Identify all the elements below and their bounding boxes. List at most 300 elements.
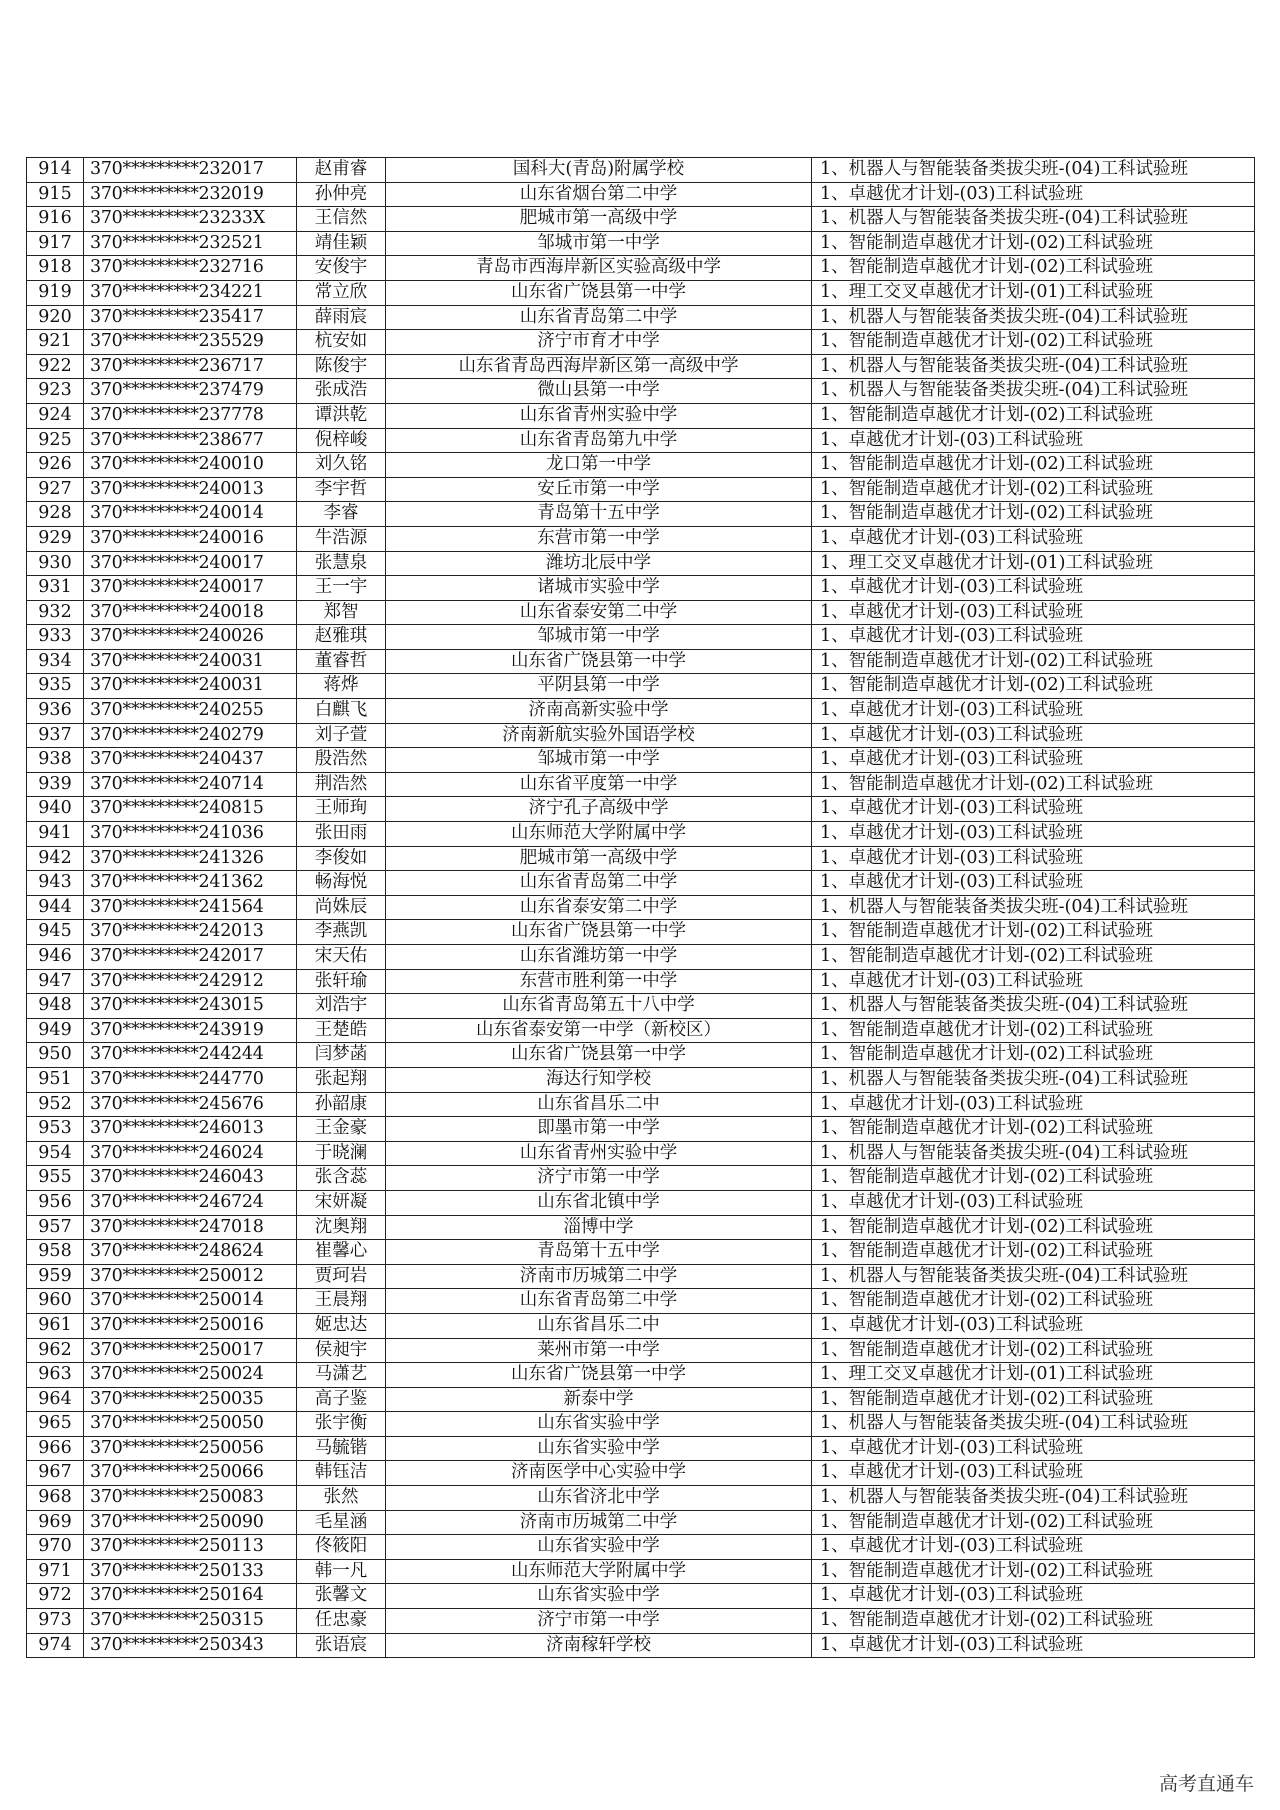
admitted-program-cell: 1、智能制造卓越优才计划-(02)工科试验班 — [812, 1117, 1255, 1142]
admitted-program-cell: 1、智能制造卓越优才计划-(02)工科试验班 — [812, 1166, 1255, 1191]
row-number-cell: 963 — [27, 1363, 84, 1388]
student-name-cell: 靖佳颖 — [297, 231, 386, 256]
id-number-cell: 370*********242912 — [84, 969, 297, 994]
table-row — [27, 182, 1255, 207]
table-row — [27, 1043, 1255, 1068]
table-row — [27, 453, 1255, 478]
school-name-cell: 济宁市育才中学 — [386, 330, 812, 355]
student-name-cell: 张轩瑜 — [297, 969, 386, 994]
row-number-cell: 944 — [27, 895, 84, 920]
id-number-cell: 370*********234221 — [84, 280, 297, 305]
school-name-cell: 济宁市第一中学 — [386, 1166, 812, 1191]
school-name-cell: 济南市历城第二中学 — [386, 1264, 812, 1289]
admitted-program-cell: 1、智能制造卓越优才计划-(02)工科试验班 — [812, 1289, 1255, 1314]
row-number-cell: 951 — [27, 1067, 84, 1092]
student-name-cell: 任忠豪 — [297, 1609, 386, 1634]
id-number-cell: 370*********248624 — [84, 1240, 297, 1265]
table-row — [27, 1264, 1255, 1289]
watermark-text: 高考直通车 — [1158, 1773, 1254, 1795]
student-name-cell: 高子鉴 — [297, 1387, 386, 1412]
school-name-cell: 青岛第十五中学 — [386, 502, 812, 527]
table-row — [27, 797, 1255, 822]
admitted-program-cell: 1、机器人与智能装备类拔尖班-(04)工科试验班 — [812, 1141, 1255, 1166]
table-row — [27, 1559, 1255, 1584]
table-row — [27, 1240, 1255, 1265]
row-number-cell: 945 — [27, 920, 84, 945]
school-name-cell: 山东省广饶县第一中学 — [386, 1043, 812, 1068]
id-number-cell: 370*********240010 — [84, 453, 297, 478]
school-name-cell: 即墨市第一中学 — [386, 1117, 812, 1142]
admitted-program-cell: 1、卓越优才计划-(03)工科试验班 — [812, 625, 1255, 650]
table-row — [27, 871, 1255, 896]
id-number-cell: 370*********250083 — [84, 1486, 297, 1511]
id-number-cell: 370*********240815 — [84, 797, 297, 822]
row-number-cell: 938 — [27, 748, 84, 773]
row-number-cell: 930 — [27, 551, 84, 576]
school-name-cell: 山东省青岛第九中学 — [386, 428, 812, 453]
student-name-cell: 李睿 — [297, 502, 386, 527]
admitted-program-cell: 1、卓越优才计划-(03)工科试验班 — [812, 1535, 1255, 1560]
admitted-program-cell: 1、卓越优才计划-(03)工科试验班 — [812, 1436, 1255, 1461]
id-number-cell: 370*********232017 — [84, 158, 297, 183]
student-name-cell: 于晓澜 — [297, 1141, 386, 1166]
id-number-cell: 370*********242017 — [84, 945, 297, 970]
row-number-cell: 956 — [27, 1190, 84, 1215]
school-name-cell: 淄博中学 — [386, 1215, 812, 1240]
student-name-cell: 王师珣 — [297, 797, 386, 822]
table-row — [27, 1609, 1255, 1634]
student-name-cell: 赵甫睿 — [297, 158, 386, 183]
admitted-program-cell: 1、理工交叉卓越优才计划-(01)工科试验班 — [812, 1363, 1255, 1388]
school-name-cell: 青岛市西海岸新区实验高级中学 — [386, 256, 812, 281]
school-name-cell: 东营市胜利第一中学 — [386, 969, 812, 994]
id-number-cell: 370*********243015 — [84, 994, 297, 1019]
student-name-cell: 董睿哲 — [297, 649, 386, 674]
row-number-cell: 965 — [27, 1412, 84, 1437]
row-number-cell: 940 — [27, 797, 84, 822]
table-row — [27, 403, 1255, 428]
row-number-cell: 919 — [27, 280, 84, 305]
student-name-cell: 张成浩 — [297, 379, 386, 404]
table-row — [27, 600, 1255, 625]
admitted-program-cell: 1、机器人与智能装备类拔尖班-(04)工科试验班 — [812, 379, 1255, 404]
admitted-program-cell: 1、机器人与智能装备类拔尖班-(04)工科试验班 — [812, 354, 1255, 379]
admitted-program-cell: 1、机器人与智能装备类拔尖班-(04)工科试验班 — [812, 1067, 1255, 1092]
admitted-program-cell: 1、理工交叉卓越优才计划-(01)工科试验班 — [812, 280, 1255, 305]
row-number-cell: 943 — [27, 871, 84, 896]
student-name-cell: 牛浩源 — [297, 526, 386, 551]
school-name-cell: 济宁孔子高级中学 — [386, 797, 812, 822]
id-number-cell: 370*********250024 — [84, 1363, 297, 1388]
school-name-cell: 山东省青岛第五十八中学 — [386, 994, 812, 1019]
student-name-cell: 陈俊宇 — [297, 354, 386, 379]
student-name-cell: 张起翔 — [297, 1067, 386, 1092]
row-number-cell: 953 — [27, 1117, 84, 1142]
school-name-cell: 诸城市实验中学 — [386, 576, 812, 601]
table-row — [27, 1313, 1255, 1338]
table-row — [27, 551, 1255, 576]
student-name-cell: 郑智 — [297, 600, 386, 625]
row-number-cell: 920 — [27, 305, 84, 330]
school-name-cell: 东营市第一中学 — [386, 526, 812, 551]
school-name-cell: 山东省昌乐二中 — [386, 1092, 812, 1117]
id-number-cell: 370*********240014 — [84, 502, 297, 527]
row-number-cell: 923 — [27, 379, 84, 404]
id-number-cell: 370*********250035 — [84, 1387, 297, 1412]
row-number-cell: 933 — [27, 625, 84, 650]
id-number-cell: 370*********244244 — [84, 1043, 297, 1068]
admitted-program-cell: 1、智能制造卓越优才计划-(02)工科试验班 — [812, 1043, 1255, 1068]
admitted-program-cell: 1、卓越优才计划-(03)工科试验班 — [812, 1092, 1255, 1117]
school-name-cell: 山东省泰安第二中学 — [386, 895, 812, 920]
student-name-cell: 贾珂岩 — [297, 1264, 386, 1289]
admitted-program-cell: 1、卓越优才计划-(03)工科试验班 — [812, 699, 1255, 724]
row-number-cell: 929 — [27, 526, 84, 551]
id-number-cell: 370*********250343 — [84, 1633, 297, 1658]
id-number-cell: 370*********232521 — [84, 231, 297, 256]
id-number-cell: 370*********250014 — [84, 1289, 297, 1314]
admitted-program-cell: 1、机器人与智能装备类拔尖班-(04)工科试验班 — [812, 895, 1255, 920]
row-number-cell: 966 — [27, 1436, 84, 1461]
student-name-cell: 刘久铭 — [297, 453, 386, 478]
student-name-cell: 佟筱阳 — [297, 1535, 386, 1560]
id-number-cell: 370*********240031 — [84, 649, 297, 674]
admitted-program-cell: 1、卓越优才计划-(03)工科试验班 — [812, 1633, 1255, 1658]
school-name-cell: 山东省青岛第二中学 — [386, 305, 812, 330]
admitted-program-cell: 1、智能制造卓越优才计划-(02)工科试验班 — [812, 502, 1255, 527]
student-name-cell: 孙韶康 — [297, 1092, 386, 1117]
student-name-cell: 姬忠达 — [297, 1313, 386, 1338]
table-row — [27, 920, 1255, 945]
id-number-cell: 370*********240017 — [84, 576, 297, 601]
row-number-cell: 957 — [27, 1215, 84, 1240]
table-row — [27, 674, 1255, 699]
school-name-cell: 山东省青岛第二中学 — [386, 871, 812, 896]
student-name-cell: 张语宸 — [297, 1633, 386, 1658]
id-number-cell: 370*********244770 — [84, 1067, 297, 1092]
admitted-program-cell: 1、智能制造卓越优才计划-(02)工科试验班 — [812, 945, 1255, 970]
id-number-cell: 370*********240017 — [84, 551, 297, 576]
table-row — [27, 1633, 1255, 1658]
id-number-cell: 370*********241036 — [84, 822, 297, 847]
student-name-cell: 王晨翔 — [297, 1289, 386, 1314]
row-number-cell: 915 — [27, 182, 84, 207]
student-name-cell: 蒋烨 — [297, 674, 386, 699]
id-number-cell: 370*********245676 — [84, 1092, 297, 1117]
student-name-cell: 崔馨心 — [297, 1240, 386, 1265]
school-name-cell: 山东省泰安第二中学 — [386, 600, 812, 625]
id-number-cell: 370*********250113 — [84, 1535, 297, 1560]
row-number-cell: 958 — [27, 1240, 84, 1265]
student-name-cell: 尚姝辰 — [297, 895, 386, 920]
admitted-program-cell: 1、机器人与智能装备类拔尖班-(04)工科试验班 — [812, 994, 1255, 1019]
school-name-cell: 邹城市第一中学 — [386, 748, 812, 773]
admitted-program-cell: 1、卓越优才计划-(03)工科试验班 — [812, 428, 1255, 453]
row-number-cell: 922 — [27, 354, 84, 379]
student-name-cell: 杭安如 — [297, 330, 386, 355]
school-name-cell: 海达行知学校 — [386, 1067, 812, 1092]
admitted-program-cell: 1、智能制造卓越优才计划-(02)工科试验班 — [812, 477, 1255, 502]
table-row — [27, 526, 1255, 551]
student-name-cell: 马潇艺 — [297, 1363, 386, 1388]
id-number-cell: 370*********232716 — [84, 256, 297, 281]
table-row — [27, 231, 1255, 256]
admitted-program-cell: 1、理工交叉卓越优才计划-(01)工科试验班 — [812, 551, 1255, 576]
id-number-cell: 370*********250050 — [84, 1412, 297, 1437]
row-number-cell: 917 — [27, 231, 84, 256]
school-name-cell: 安丘市第一中学 — [386, 477, 812, 502]
admitted-program-cell: 1、卓越优才计划-(03)工科试验班 — [812, 526, 1255, 551]
row-number-cell: 932 — [27, 600, 84, 625]
admitted-program-cell: 1、卓越优才计划-(03)工科试验班 — [812, 846, 1255, 871]
school-name-cell: 山东省实验中学 — [386, 1584, 812, 1609]
table-row — [27, 379, 1255, 404]
row-number-cell: 964 — [27, 1387, 84, 1412]
row-number-cell: 926 — [27, 453, 84, 478]
school-name-cell: 济南稼轩学校 — [386, 1633, 812, 1658]
row-number-cell: 927 — [27, 477, 84, 502]
student-name-cell: 薛雨宸 — [297, 305, 386, 330]
school-name-cell: 山东省烟台第二中学 — [386, 182, 812, 207]
school-name-cell: 微山县第一中学 — [386, 379, 812, 404]
school-name-cell: 肥城市第一高级中学 — [386, 846, 812, 871]
id-number-cell: 370*********250090 — [84, 1510, 297, 1535]
student-name-cell: 张馨文 — [297, 1584, 386, 1609]
id-number-cell: 370*********240016 — [84, 526, 297, 551]
table-row — [27, 772, 1255, 797]
student-name-cell: 殷浩然 — [297, 748, 386, 773]
id-number-cell: 370*********250017 — [84, 1338, 297, 1363]
row-number-cell: 946 — [27, 945, 84, 970]
table-row — [27, 477, 1255, 502]
school-name-cell: 山东师范大学附属中学 — [386, 822, 812, 847]
admitted-program-cell: 1、卓越优才计划-(03)工科试验班 — [812, 600, 1255, 625]
school-name-cell: 山东省实验中学 — [386, 1535, 812, 1560]
school-name-cell: 济南医学中心实验中学 — [386, 1461, 812, 1486]
row-number-cell: 942 — [27, 846, 84, 871]
school-name-cell: 山东省广饶县第一中学 — [386, 649, 812, 674]
school-name-cell: 山东省广饶县第一中学 — [386, 1363, 812, 1388]
row-number-cell: 970 — [27, 1535, 84, 1560]
admitted-program-cell: 1、机器人与智能装备类拔尖班-(04)工科试验班 — [812, 207, 1255, 232]
student-name-cell: 沈奥翔 — [297, 1215, 386, 1240]
school-name-cell: 龙口第一中学 — [386, 453, 812, 478]
row-number-cell: 925 — [27, 428, 84, 453]
admitted-program-cell: 1、卓越优才计划-(03)工科试验班 — [812, 797, 1255, 822]
row-number-cell: 916 — [27, 207, 84, 232]
student-name-cell: 王一宇 — [297, 576, 386, 601]
student-name-cell: 张宇衡 — [297, 1412, 386, 1437]
id-number-cell: 370*********242013 — [84, 920, 297, 945]
student-name-cell: 李宇哲 — [297, 477, 386, 502]
student-name-cell: 王信然 — [297, 207, 386, 232]
row-number-cell: 962 — [27, 1338, 84, 1363]
school-name-cell: 新泰中学 — [386, 1387, 812, 1412]
school-name-cell: 山东省青岛西海岸新区第一高级中学 — [386, 354, 812, 379]
admitted-program-cell: 1、智能制造卓越优才计划-(02)工科试验班 — [812, 1387, 1255, 1412]
school-name-cell: 山东省广饶县第一中学 — [386, 280, 812, 305]
admitted-program-cell: 1、机器人与智能装备类拔尖班-(04)工科试验班 — [812, 158, 1255, 183]
id-number-cell: 370*********250016 — [84, 1313, 297, 1338]
student-name-cell: 李俊如 — [297, 846, 386, 871]
student-name-cell: 张慧泉 — [297, 551, 386, 576]
table-row — [27, 699, 1255, 724]
table-row — [27, 158, 1255, 183]
student-name-cell: 韩钰洁 — [297, 1461, 386, 1486]
table-row — [27, 207, 1255, 232]
table-row — [27, 1510, 1255, 1535]
admitted-program-cell: 1、机器人与智能装备类拔尖班-(04)工科试验班 — [812, 1486, 1255, 1511]
table-row — [27, 1584, 1255, 1609]
id-number-cell: 370*********238677 — [84, 428, 297, 453]
admitted-program-cell: 1、卓越优才计划-(03)工科试验班 — [812, 822, 1255, 847]
table-row — [27, 1289, 1255, 1314]
table-row — [27, 1117, 1255, 1142]
id-number-cell: 370*********246724 — [84, 1190, 297, 1215]
admitted-program-cell: 1、智能制造卓越优才计划-(02)工科试验班 — [812, 1018, 1255, 1043]
school-name-cell: 山东省青州实验中学 — [386, 1141, 812, 1166]
table-row — [27, 822, 1255, 847]
admitted-program-cell: 1、智能制造卓越优才计划-(02)工科试验班 — [812, 674, 1255, 699]
table-row — [27, 625, 1255, 650]
school-name-cell: 山东师范大学附属中学 — [386, 1559, 812, 1584]
id-number-cell: 370*********250056 — [84, 1436, 297, 1461]
id-number-cell: 370*********235417 — [84, 305, 297, 330]
student-name-cell: 畅海悦 — [297, 871, 386, 896]
id-number-cell: 370*********250012 — [84, 1264, 297, 1289]
student-name-cell: 李燕凯 — [297, 920, 386, 945]
table-row — [27, 1338, 1255, 1363]
admitted-program-cell: 1、卓越优才计划-(03)工科试验班 — [812, 182, 1255, 207]
admitted-program-cell: 1、智能制造卓越优才计划-(02)工科试验班 — [812, 256, 1255, 281]
admitted-program-cell: 1、智能制造卓越优才计划-(02)工科试验班 — [812, 772, 1255, 797]
table-row — [27, 1190, 1255, 1215]
id-number-cell: 370*********23233X — [84, 207, 297, 232]
school-name-cell: 山东省济北中学 — [386, 1486, 812, 1511]
admitted-program-cell: 1、卓越优才计划-(03)工科试验班 — [812, 1461, 1255, 1486]
admitted-program-cell: 1、卓越优才计划-(03)工科试验班 — [812, 576, 1255, 601]
id-number-cell: 370*********240031 — [84, 674, 297, 699]
table-row — [27, 1215, 1255, 1240]
admitted-program-cell: 1、智能制造卓越优才计划-(02)工科试验班 — [812, 1559, 1255, 1584]
school-name-cell: 邹城市第一中学 — [386, 231, 812, 256]
id-number-cell: 370*********240026 — [84, 625, 297, 650]
id-number-cell: 370*********240279 — [84, 723, 297, 748]
id-number-cell: 370*********250164 — [84, 1584, 297, 1609]
admitted-program-cell: 1、智能制造卓越优才计划-(02)工科试验班 — [812, 330, 1255, 355]
student-name-cell: 宋天佑 — [297, 945, 386, 970]
row-number-cell: 967 — [27, 1461, 84, 1486]
student-name-cell: 毛星涵 — [297, 1510, 386, 1535]
student-name-cell: 刘子萱 — [297, 723, 386, 748]
admitted-program-cell: 1、智能制造卓越优才计划-(02)工科试验班 — [812, 403, 1255, 428]
id-number-cell: 370*********237778 — [84, 403, 297, 428]
id-number-cell: 370*********240013 — [84, 477, 297, 502]
admitted-program-cell: 1、智能制造卓越优才计划-(02)工科试验班 — [812, 453, 1255, 478]
table-row — [27, 1141, 1255, 1166]
row-number-cell: 921 — [27, 330, 84, 355]
student-name-cell: 侯昶宇 — [297, 1338, 386, 1363]
table-row — [27, 428, 1255, 453]
school-name-cell: 济宁市第一中学 — [386, 1609, 812, 1634]
row-number-cell: 959 — [27, 1264, 84, 1289]
row-number-cell: 961 — [27, 1313, 84, 1338]
school-name-cell: 山东省实验中学 — [386, 1436, 812, 1461]
admitted-program-cell: 1、卓越优才计划-(03)工科试验班 — [812, 871, 1255, 896]
student-name-cell: 宋妍凝 — [297, 1190, 386, 1215]
admitted-program-cell: 1、卓越优才计划-(03)工科试验班 — [812, 969, 1255, 994]
row-number-cell: 950 — [27, 1043, 84, 1068]
table-row — [27, 1461, 1255, 1486]
student-name-cell: 闫梦菡 — [297, 1043, 386, 1068]
id-number-cell: 370*********237479 — [84, 379, 297, 404]
id-number-cell: 370*********250133 — [84, 1559, 297, 1584]
table-row — [27, 1166, 1255, 1191]
school-name-cell: 山东省实验中学 — [386, 1412, 812, 1437]
student-name-cell: 王金豪 — [297, 1117, 386, 1142]
id-number-cell: 370*********236717 — [84, 354, 297, 379]
admitted-program-cell: 1、智能制造卓越优才计划-(02)工科试验班 — [812, 1240, 1255, 1265]
table-row — [27, 1535, 1255, 1560]
table-row — [27, 846, 1255, 871]
table-row — [27, 1387, 1255, 1412]
school-name-cell: 济南新航实验外国语学校 — [386, 723, 812, 748]
row-number-cell: 934 — [27, 649, 84, 674]
row-number-cell: 918 — [27, 256, 84, 281]
school-name-cell: 山东省平度第一中学 — [386, 772, 812, 797]
row-number-cell: 914 — [27, 158, 84, 183]
table-row — [27, 330, 1255, 355]
id-number-cell: 370*********250066 — [84, 1461, 297, 1486]
table-row — [27, 994, 1255, 1019]
id-number-cell: 370*********243919 — [84, 1018, 297, 1043]
admitted-program-cell: 1、智能制造卓越优才计划-(02)工科试验班 — [812, 1510, 1255, 1535]
school-name-cell: 平阴县第一中学 — [386, 674, 812, 699]
student-name-cell: 孙仲亮 — [297, 182, 386, 207]
admitted-program-cell: 1、卓越优才计划-(03)工科试验班 — [812, 748, 1255, 773]
table-row — [27, 576, 1255, 601]
id-number-cell: 370*********240437 — [84, 748, 297, 773]
row-number-cell: 952 — [27, 1092, 84, 1117]
row-number-cell: 974 — [27, 1633, 84, 1658]
school-name-cell: 山东省广饶县第一中学 — [386, 920, 812, 945]
row-number-cell: 955 — [27, 1166, 84, 1191]
admitted-program-cell: 1、智能制造卓越优才计划-(02)工科试验班 — [812, 1609, 1255, 1634]
student-name-cell: 谭洪乾 — [297, 403, 386, 428]
admitted-program-cell: 1、卓越优才计划-(03)工科试验班 — [812, 1313, 1255, 1338]
student-name-cell: 白麒飞 — [297, 699, 386, 724]
id-number-cell: 370*********247018 — [84, 1215, 297, 1240]
school-name-cell: 山东省潍坊第一中学 — [386, 945, 812, 970]
school-name-cell: 山东省青州实验中学 — [386, 403, 812, 428]
student-name-cell: 马毓锴 — [297, 1436, 386, 1461]
admitted-program-cell: 1、机器人与智能装备类拔尖班-(04)工科试验班 — [812, 1412, 1255, 1437]
admitted-program-cell: 1、机器人与智能装备类拔尖班-(04)工科试验班 — [812, 305, 1255, 330]
school-name-cell: 山东省北镇中学 — [386, 1190, 812, 1215]
table-row — [27, 723, 1255, 748]
school-name-cell: 山东省泰安第一中学（新校区） — [386, 1018, 812, 1043]
school-name-cell: 邹城市第一中学 — [386, 625, 812, 650]
table-row — [27, 748, 1255, 773]
table-row — [27, 1067, 1255, 1092]
table-row — [27, 305, 1255, 330]
id-number-cell: 370*********250315 — [84, 1609, 297, 1634]
row-number-cell: 969 — [27, 1510, 84, 1535]
table-body — [27, 158, 1255, 1658]
admitted-program-cell: 1、卓越优才计划-(03)工科试验班 — [812, 1584, 1255, 1609]
id-number-cell: 370*********241326 — [84, 846, 297, 871]
school-name-cell: 山东省青岛第二中学 — [386, 1289, 812, 1314]
